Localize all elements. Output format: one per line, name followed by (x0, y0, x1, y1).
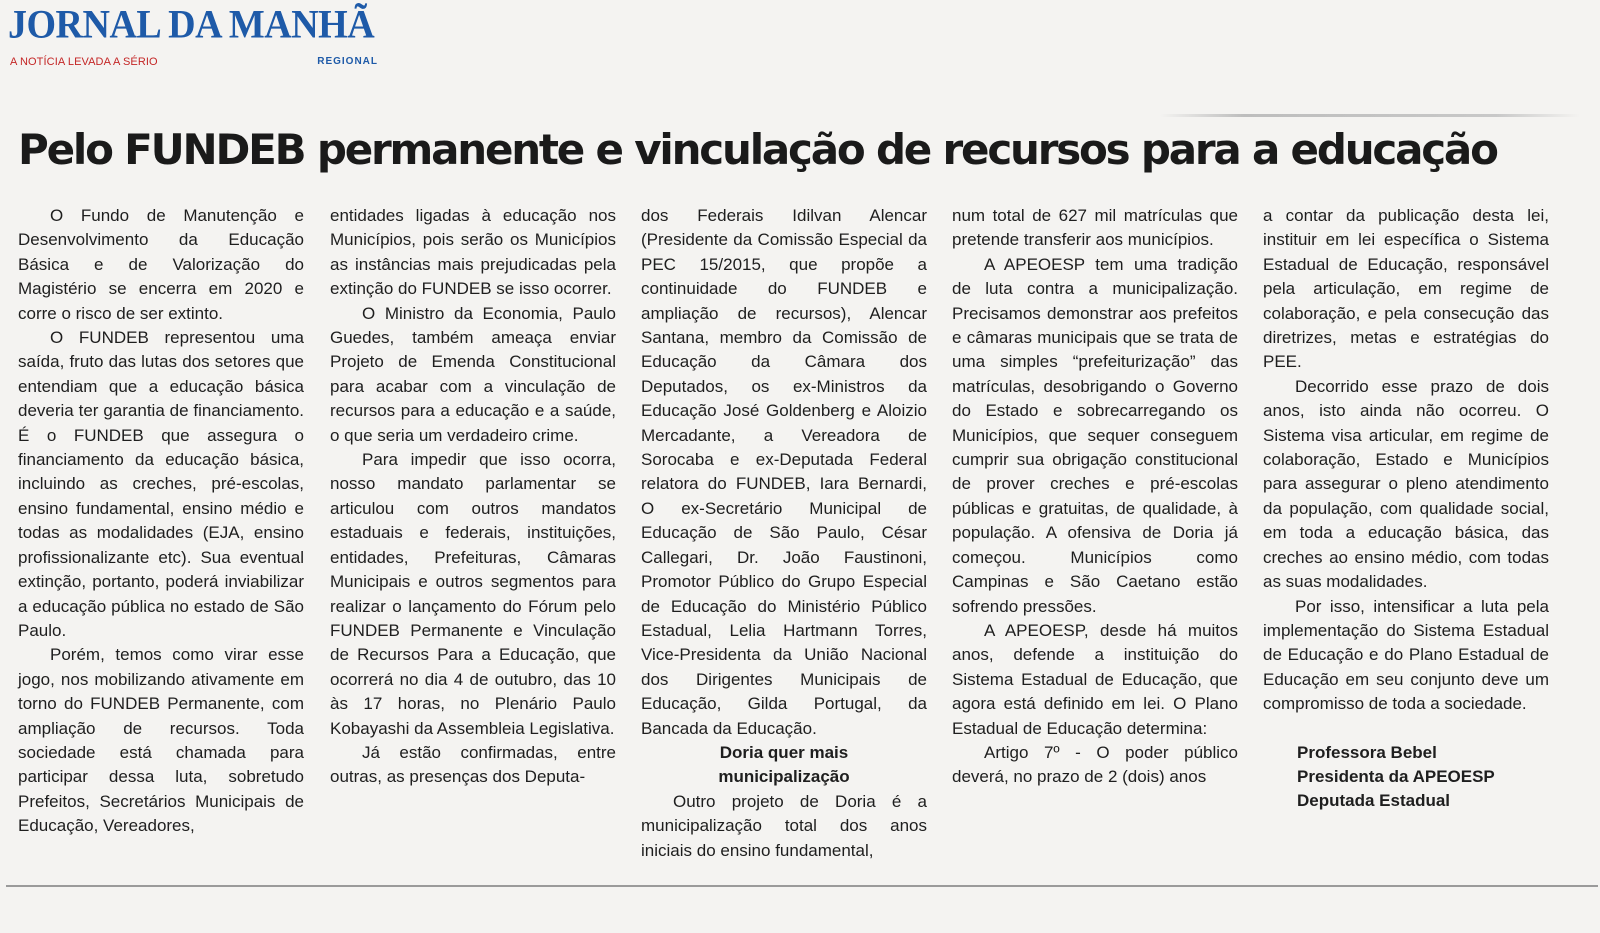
paragraph: Já estão confirmadas, entre outras, as presenças dos Deputa- (330, 742, 616, 787)
paragraph: Para impedir que isso ocorra, nosso mandato parlamentar se articulou com outros mandatos estaduais e federais, instituições, entidades, Prefeituras, Câmaras Municipais e outros segmentos para realizar o lançamento do Fórum pelo FUNDEB Permanente e Vinculação de Recursos Para a Educação, que ocorrerá no dia 4 de outubro, das 10 às 17 horas, no Plenário Paulo Kobayashi da Assembleia Legislativa. (330, 450, 616, 738)
masthead-subline (8, 56, 378, 70)
newspaper-logo: JORNAL DA MANHÃ (8, 2, 375, 48)
paragraph: Outro projeto de Doria é a municipalização total dos anos iniciais do ensino fundamental, (641, 791, 927, 860)
author-name: Professora Bebel (1297, 742, 1437, 762)
paragraph: Artigo 7º - O poder público deverá, no prazo de 2 (dois) anos (952, 742, 1238, 787)
paragraph: entidades ligadas à educação nos Municípios, pois serão os Municípios as instâncias mais prejudicadas pela extinção do FUNDEB se isso ocorrer. (330, 206, 616, 299)
article-headline: Pelo FUNDEB permanente e vinculação de recursos para a educação (18, 125, 1497, 174)
masthead (8, 4, 378, 74)
article-column-5 (1263, 204, 1549, 874)
paragraph: O Ministro da Economia, Paulo Guedes, também ameaça enviar Projeto de Emenda Constitucional para acabar com a vinculação de recursos para a educação e a saúde, o que seria um verdadeiro crime. (330, 303, 616, 445)
paragraph: dos Federais Idilvan Alencar (Presidente da Comissão Especial da PEC 15/2015, que propõe a continuidade do FUNDEB e ampliação de recursos), Alencar Santana, membro da Comissão de Educação da Câmara dos Deputados, os ex-Ministros da Educação José Goldenberg e Aloizio Mercadante, a Vereadora de Sorocaba e ex-Deputada Federal relatora do FUNDEB, Iara Bernardi, O ex-Secretário Municipal de Educação de São Paulo, César Callegari, Dr. João Faustinoni, Promotor Público do Grupo Especial de Educação do Ministério Público Estadual, Lelia Hartmann Torres, Vice-Presidenta da União Nacional dos Dirigentes Municipais de Educação, Gilda Portugal, da Bancada da Educação. (641, 206, 927, 738)
subheading: municipalização (718, 767, 850, 787)
newspaper-tagline: A NOTÍCIA LEVADA A SÉRIO (10, 56, 158, 68)
paragraph: A APEOESP, desde há muitos anos, defende a instituição do Sistema Estadual de Educação, que agora está definido em lei. O Plano Estadual de Educação determina: (952, 620, 1238, 738)
decorative-rule (1160, 114, 1580, 117)
paragraph: Por isso, intensificar a luta pela implementação do Sistema Estadual de Educação e do Plano Estadual de Educação em seu conjunto deve um compromisso de toda a sociedade. (1263, 596, 1549, 714)
author-role: Presidenta da APEOESP (1297, 766, 1495, 786)
signature-spacer (1263, 717, 1549, 741)
subheading: Doria quer mais (719, 742, 849, 762)
paragraph: O Fundo de Manutenção e Desenvolvimento da Educação Básica e de Valorização do Magistério se encerra em 2020 e corre o risco de ser extinto. (18, 206, 304, 323)
article-column-4 (952, 204, 1238, 874)
paragraph: Decorrido esse prazo de dois anos, isto ainda não ocorreu. O Sistema visa articular, em regime de colaboração, Estado e Municípios para assegurar o pleno atendimento da população, com qualidade social, em toda a educação básica, das creches ao ensino médio, com todas as suas modalidades. (1263, 376, 1549, 592)
paragraph: num total de 627 mil matrículas que pretende transferir aos municípios. (952, 206, 1238, 250)
article-column-2 (330, 204, 616, 874)
article-body (18, 204, 1558, 874)
edition-label: REGIONAL (317, 56, 378, 67)
paragraph: A APEOESP tem uma tradição de luta contra a municipalização. Precisamos demonstrar aos prefeitos e câmaras municipais que se trata de uma simples “prefeiturização” das matrículas, desobrigando o Governo do Estado e sobrecarregando os Municípios, que sequer conseguem cumprir sua obrigação constitucional de prover creches e pré-escolas públicas e gratuitas, de qualidade, à população. A ofensiva de Doria já começou. Municípios como Campinas e São Caetano estão sofrendo pressões. (952, 254, 1238, 616)
paragraph: Porém, temos como virar esse jogo, nos mobilizando ativamente em torno do FUNDEB Permanente, com ampliação de recursos. Toda sociedade está chamada para participar dessa luta, sobretudo Prefeitos, Secretários Municipais de Educação, Vereadores, (18, 645, 304, 836)
paragraph: O FUNDEB representou uma saída, fruto das lutas dos setores que entendiam que a educação básica deveria ter garantia de financiamento. É o FUNDEB que assegura o financiamento da educação básica, incluindo as creches, pré-escolas, ensino fundamental, ensino médio e todas as modalidades (EJA, ensino profissionalizante etc). Sua eventual extinção, portanto, poderá inviabilizar a educação pública no estado de São Paulo. (18, 328, 304, 640)
article-column-3 (641, 204, 927, 874)
bottom-rule (6, 885, 1598, 887)
author-title: Deputada Estadual (1297, 791, 1451, 811)
article-column-1 (18, 204, 304, 874)
paragraph: a contar da publicação desta lei, instituir em lei específica o Sistema Estadual de Educação, responsável pela articulação, em regime de colaboração, e pela consecução das diretrizes, metas e estratégias do PEE. (1263, 206, 1549, 372)
